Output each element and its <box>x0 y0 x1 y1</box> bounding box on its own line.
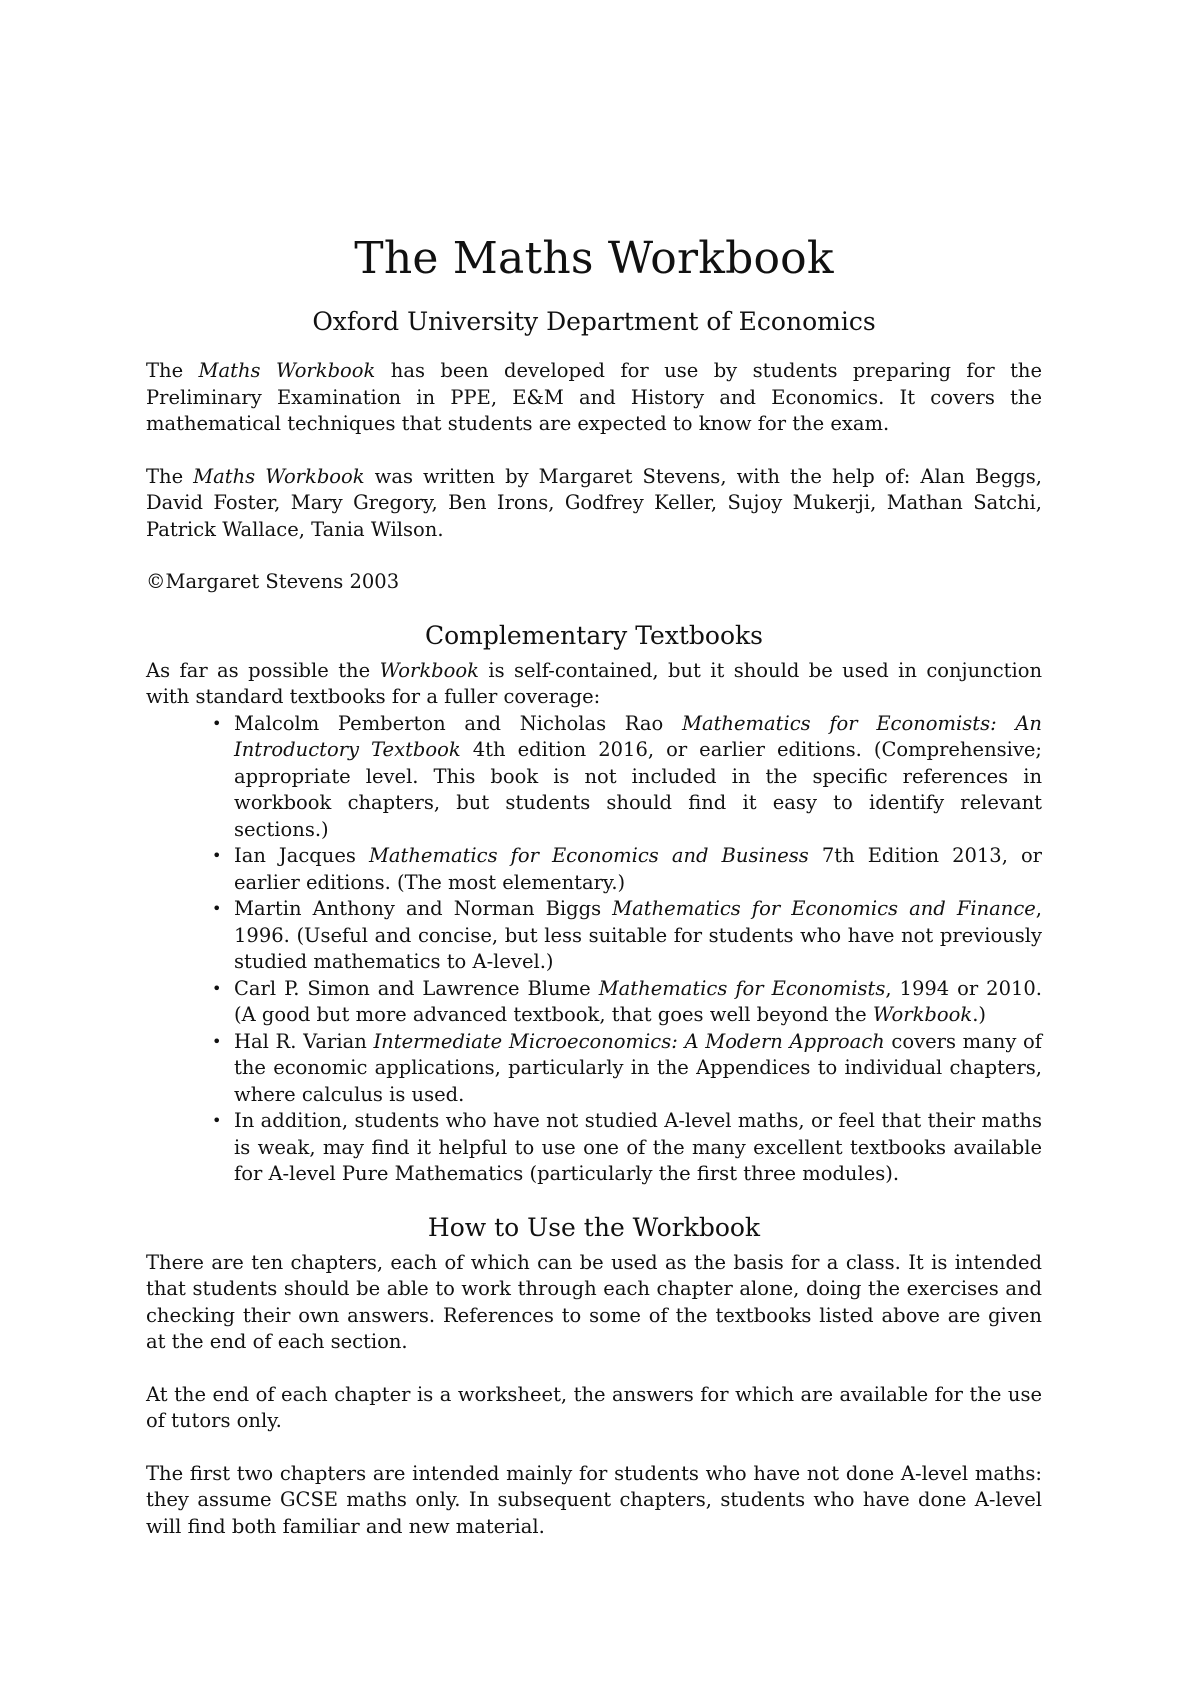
textbook-item: • In addition, students who have not studied A-level maths, or feel that their maths is weak, may find it helpful to use one of the many excellent textbooks available for A-level Pure Mathematics (particularly the first three modules). <box>212 1109 1042 1185</box>
textbooks-heading: Complementary Textbooks <box>424 620 763 650</box>
textbooks-intro: As far as possible the Workbook is self-contained, but it should be used in conjunction with standard textbooks for a fuller coverage: <box>146 658 1043 708</box>
bullet-icon: • <box>212 1031 222 1051</box>
howto-paragraph-1: There are ten chapters, each of which can be used as the basis for a class. It is intended that students should be able to work through each chapter alone, doing the exercises and checking their own answers. References to some of the textbooks listed above are given at the end of each section. <box>146 1250 1042 1353</box>
bullet-icon: • <box>212 1111 222 1130</box>
textbook-item: • Martin Anthony and Norman Biggs Mathematics for Economics and Finance, 1996. (Useful and concise, but less suitable for students who have not previously studied mathematics to A-level.) <box>212 897 1042 973</box>
textbook-list <box>146 711 1042 1188</box>
page-title: The Maths Workbook <box>354 233 834 284</box>
page-subtitle: Oxford University Department of Economics <box>312 307 876 336</box>
bullet-icon: • <box>212 713 222 733</box>
textbook-item: • Malcolm Pemberton and Nicholas Rao Mathematics for Economists: An Introductory Textbook 4th edition 2016, or earlier editions. (Comprehensive; appropriate level. This book is not included in the specific references in workbook chapters, but students should find it easy to identify relevant sections.) <box>212 711 1042 841</box>
page-content <box>146 233 1042 1540</box>
howto-heading: How to Use the Workbook <box>427 1212 761 1242</box>
intro-paragraph-2: The Maths Workbook was written by Margaret Stevens, with the help of: Alan Beggs, David Foster, Mary Gregory, Ben Irons, Godfrey Keller, Sujoy Mukerji, Mathan Satchi, Patrick Wallace, Tania Wilson. <box>146 464 1042 541</box>
bullet-icon: • <box>212 846 222 865</box>
textbook-item: • Carl P. Simon and Lawrence Blume Mathematics for Economists, 1994 or 2010. (A good but more advanced textbook, that goes well beyond the Workbook.) <box>212 976 1043 1026</box>
bullet-icon: • <box>212 978 222 998</box>
copyright-notice: ©Margaret Stevens 2003 <box>146 570 400 593</box>
intro-paragraph-1: The Maths Workbook has been developed for use by students preparing for the Preliminary Examination in PPE, E&M and History and Economics. It covers the mathematical techniques that students are expected to know for the exam. <box>146 359 1042 435</box>
howto-paragraph-2: At the end of each chapter is a worksheet, the answers for which are available for the use of tutors only. <box>146 1382 1042 1432</box>
howto-paragraph-3: The first two chapters are intended mainly for students who have not done A-level maths: they assume GCSE maths only. In subsequent chapters, students who have done A-level will find both familiar and new material. <box>146 1461 1042 1538</box>
textbook-item: • Hal R. Varian Intermediate Microeconomics: A Modern Approach covers many of the economic applications, particularly in the Appendices to individual chapters, where calculus is used. <box>212 1029 1042 1106</box>
textbook-item: • Ian Jacques Mathematics for Economics and Business 7th Edition 2013, or earlier editions. (The most elementary.) <box>212 844 1043 894</box>
bullet-icon: • <box>212 899 222 918</box>
